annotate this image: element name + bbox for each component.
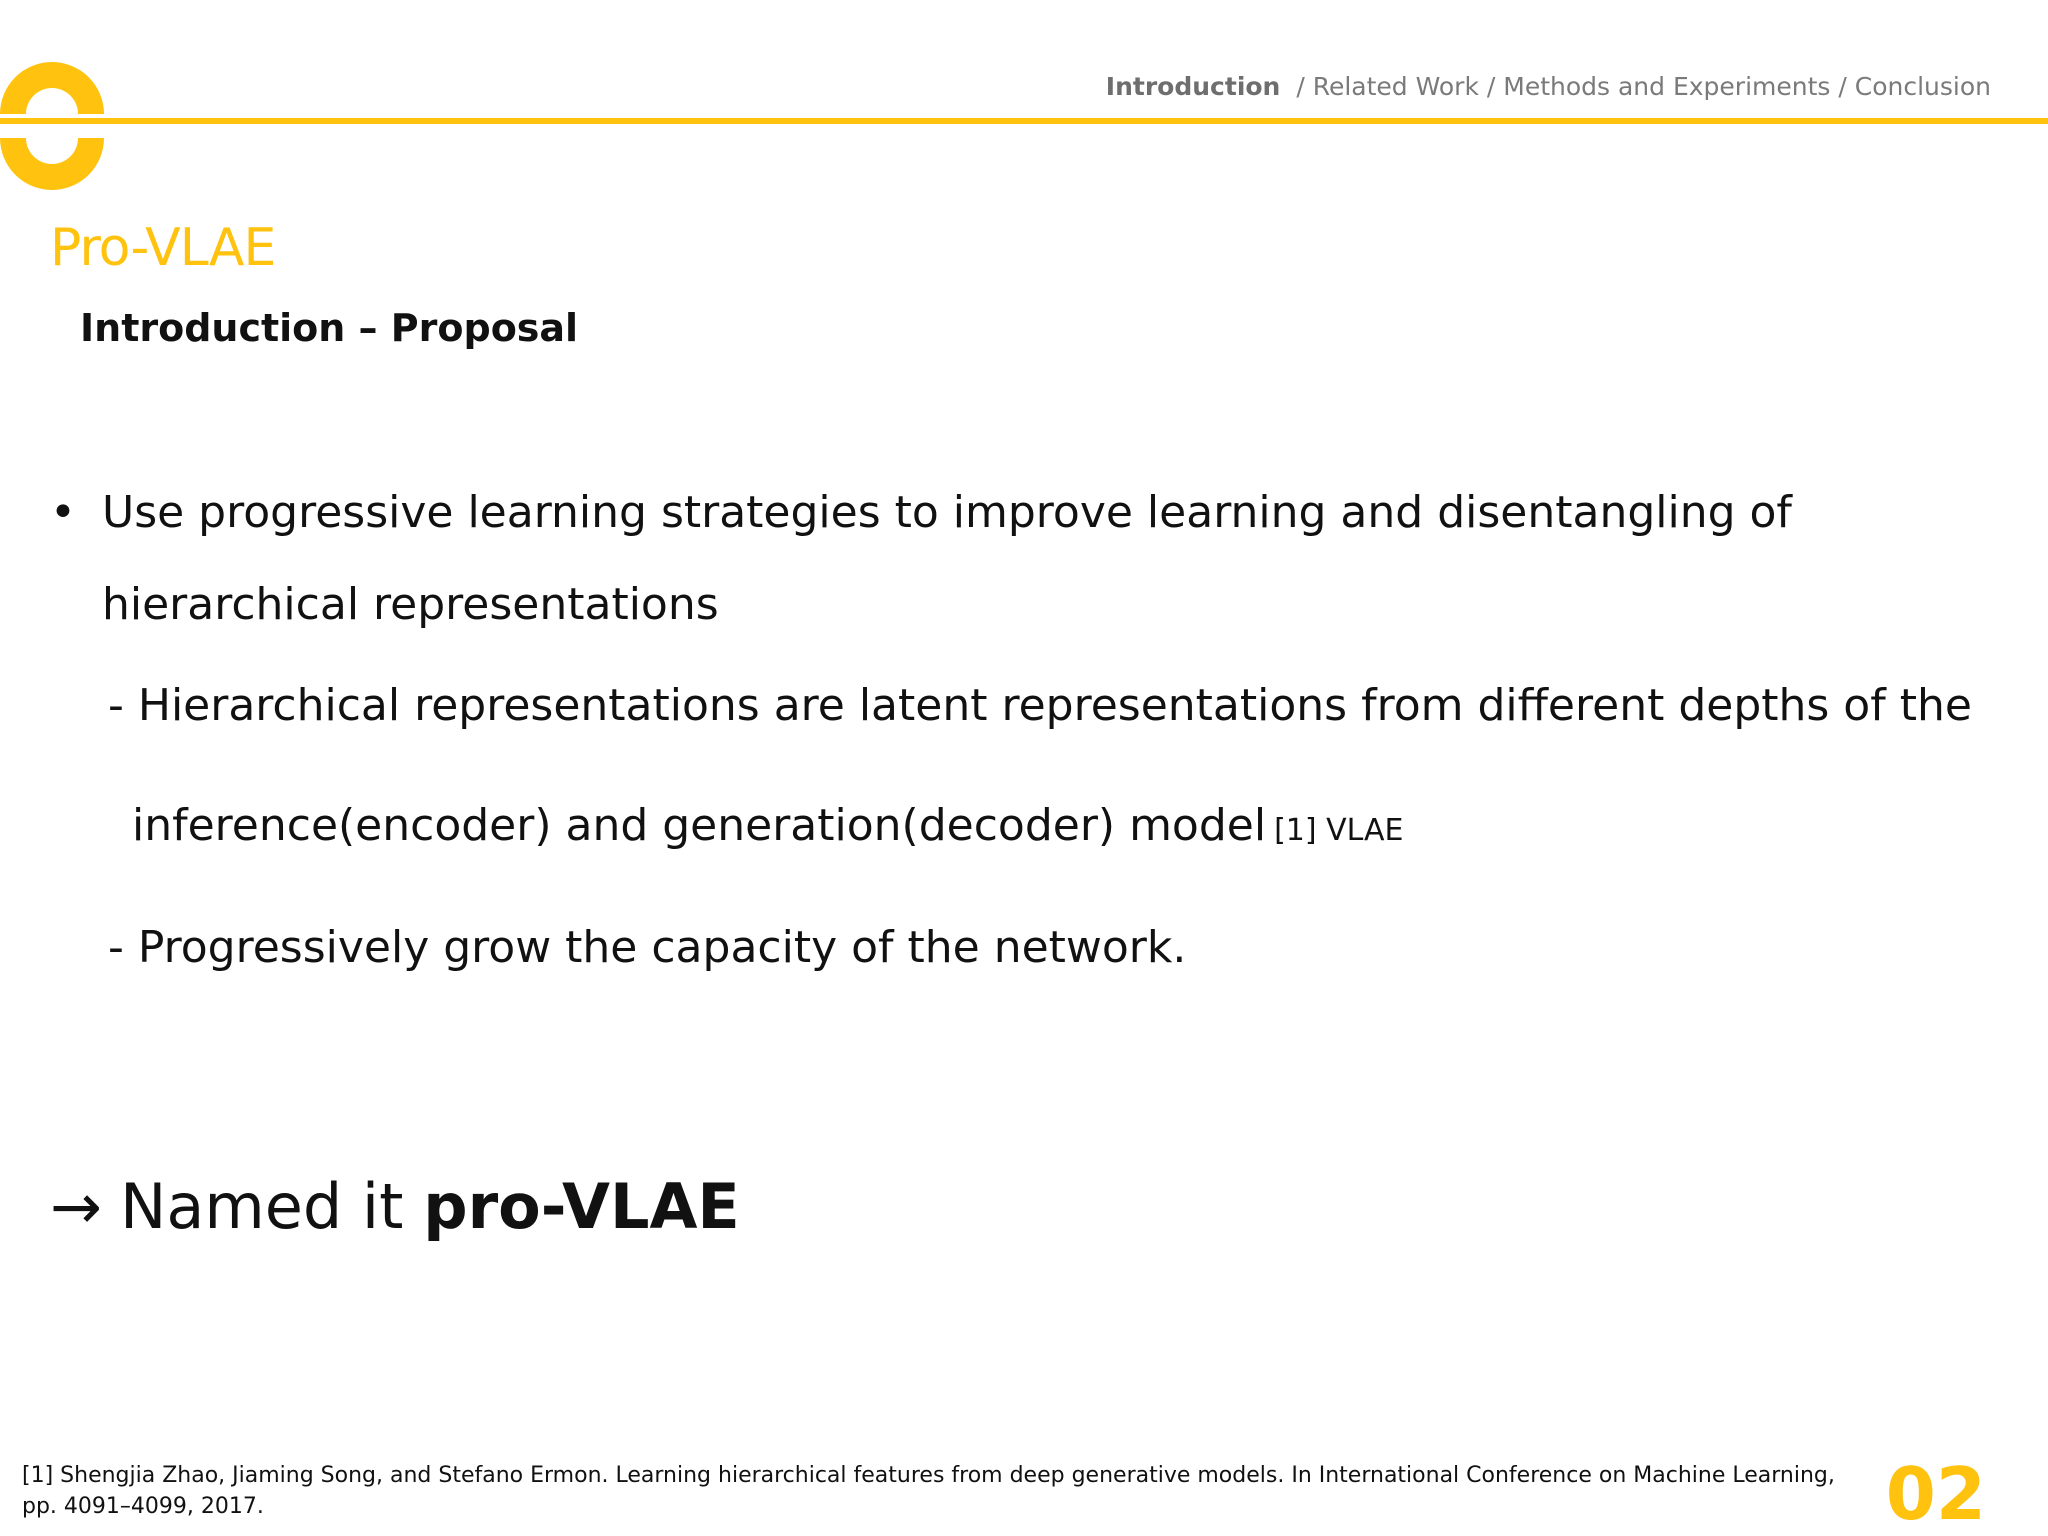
bullet-line-2: hierarchical representations [102,579,719,630]
breadcrumb-rest: / Related Work / Methods and Experiments / Conclusion [1296,72,1991,101]
right-arrow-icon: → [50,1170,102,1243]
footnote-reference: [1] Shengjia Zhao, Jiaming Song, and Stefano Ermon. Learning hierarchical features from deep generative models. In International Conference on Machine Learning, pp. 4091–4099, 2017. [22,1463,1835,1519]
breadcrumb-current: Introduction [1105,72,1281,101]
conclusion-emphasis: pro-VLAE [423,1170,740,1243]
subpoint-1-line-1: - Hierarchical representations are latent representations from different depths of the [108,680,1972,731]
slide-title: Pro-VLAE [50,218,276,278]
page-number: 02 [1885,1452,1986,1536]
main-bullet [50,467,1950,651]
subpoint-1-line-2-text: inference(encoder) and generation(decoder) model [132,800,1267,851]
conclusion-prefix: Named it [119,1170,404,1243]
section-breadcrumb [1106,72,1991,101]
subpoint-1-line-2 [132,800,1404,851]
header-rule [0,118,2048,124]
bullet-line-1: Use progressive learning strategies to improve learning and disentangling of [102,487,1792,538]
conclusion-line [50,1170,740,1243]
inline-citation: [1] VLAE [1274,813,1404,848]
subpoint-2: - Progressively grow the capacity of the network. [108,922,1187,973]
bullet-marker: • [50,487,76,538]
slide-subtitle: Introduction – Proposal [80,306,579,350]
